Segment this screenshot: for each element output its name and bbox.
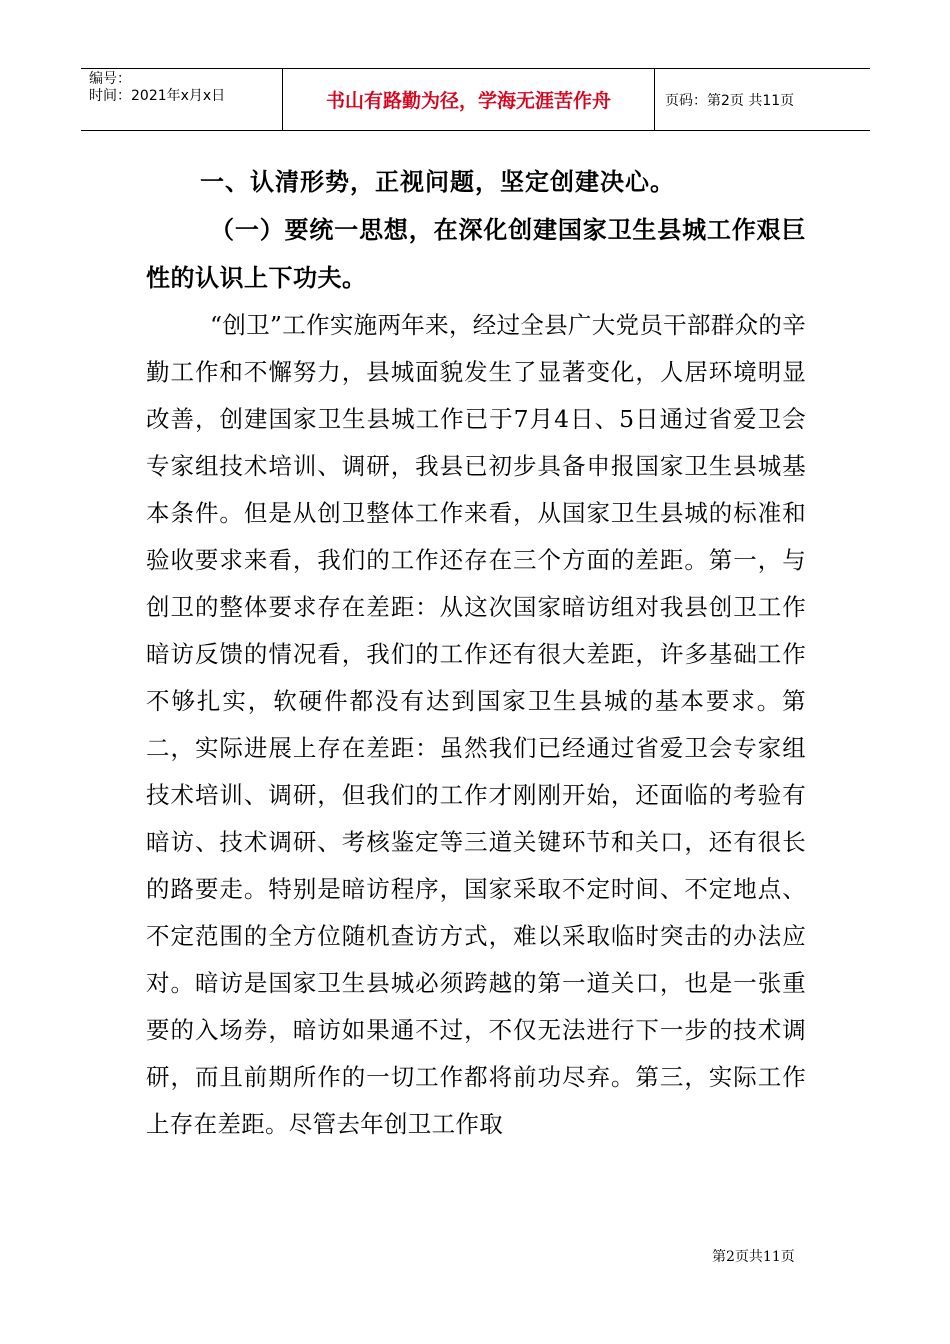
heading-2: （一）要统一思想，在深化创建国家卫生县城工作艰巨性的认识上下功夫。 [146, 215, 806, 292]
page-footer: 第2页共11页 [712, 1249, 795, 1265]
header-motto: 书山有路勤为径，学海无涯苦作舟 [283, 69, 655, 130]
heading-1: 一、认清形势，正视问题，坚定创建决心。 [200, 167, 675, 196]
document-body [146, 158, 806, 1148]
number-label: 编号： [89, 71, 131, 87]
time-label: 时间：2021年x月x日 [89, 88, 226, 104]
header-page-info: 页码：第2页 共11页 [665, 92, 795, 109]
header-meta [81, 69, 283, 130]
body-paragraph: “创卫”工作实施两年来，经过全县广大党员干部群众的辛勤工作和不懈努力，县城面貌发生了显著变化，人居环境明显改善，创建国家卫生县城工作已于7月4日、5日通过省爱卫会专家组技术培训、调研，我县已初步具备申报国家卫生县城基本条件。但是从创卫整体工作来看，从国家卫生县城的标准和验收要求来看，我们的工作还存在三个方面的差距。第一，与创卫的整体要求存在差距：从这次国家暗访组对我县创卫工作暗访反馈的情况看，我们的工作还有很大差距，许多基础工作不够扎实，软硬件都没有达到国家卫生县城的基本要求。第二，实际进展上存在差距：虽然我们已经通过省爱卫会专家组技术培训、调研，但我们的工作才刚刚开始，还面临的考验有暗访、技术调研、考核鉴定等三道关键环节和关口，还有很长的路要走。特别是暗访程序，国家采取不定时间、不定地点、不定范围的全方位随机查访方式，难以采取临时突击的办法应对。暗访是国家卫生县城必须跨越的第一道关口，也是一张重要的入场券，暗访如果通不过，不仅无法进行下一步的技术调研，而且前期所作的一切工作都将前功尽弃。第三，实际工作上存在差距。尽管去年创卫工作取 [146, 311, 806, 1138]
header-table [81, 68, 870, 131]
